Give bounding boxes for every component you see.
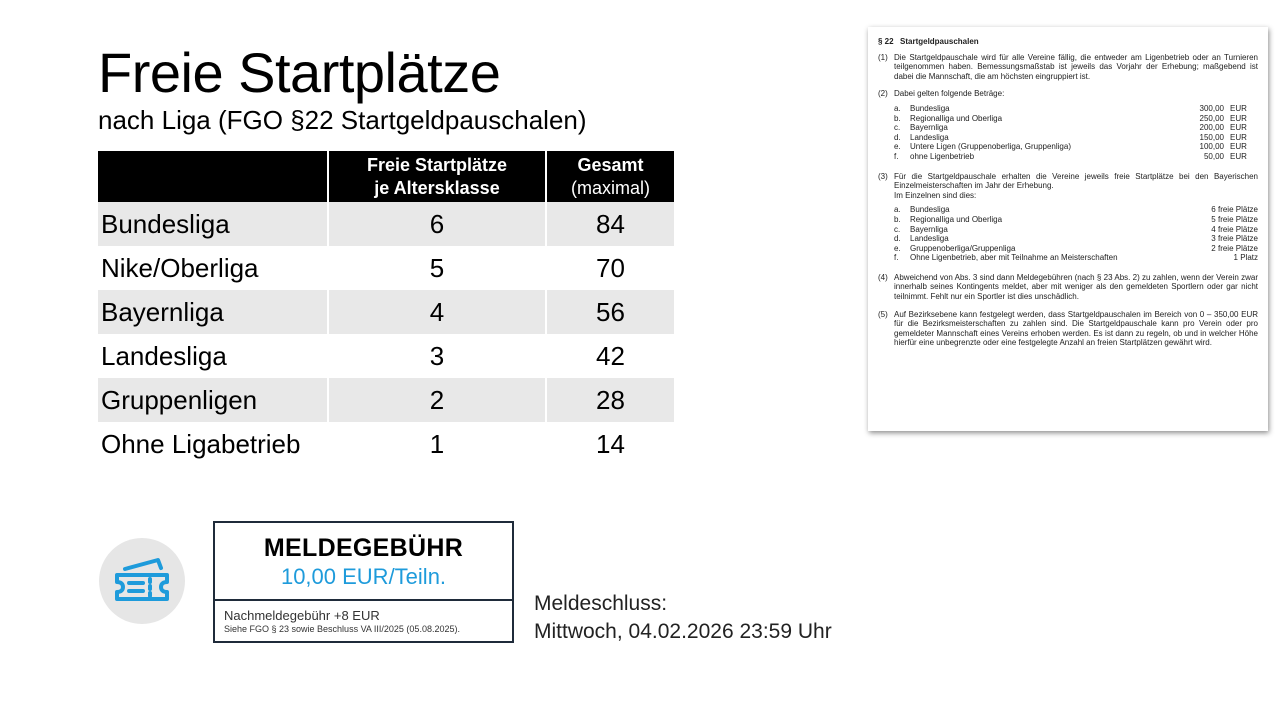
table-row [98, 378, 674, 422]
table-header-row [98, 151, 674, 202]
regulation-paragraph: (4) Abweichend von Abs. 3 sind dann Meldegebühren (nach § 23 Abs. 2) zu zahlen, wenn der Verein zwar innerhalb seines Kontingents meldet, aber mit weniger als den gemeldeten Sportlern oder gar nicht teilnimmt. Fehlt nur ein Sportler ist dies unschädlich. [878, 272, 1258, 302]
header-gesamt: Gesamt (maximal) [546, 151, 674, 202]
gesamt-value: 70 [596, 252, 625, 283]
regulation-excerpt [868, 27, 1268, 431]
header-liga [98, 151, 328, 202]
regulation-paragraph: (2) Dabei gelten folgende Beträge: a. Bundesliga 300,00 EUR b. Regionalliga und Oberliga 250,00 EUR c. Bayernliga 200,00 EUR d. Landesliga 150,00 EUR e. Untere Ligen (Gruppenoberliga, Gruppenliga) 100,00 EUR f. ohne Ligenbetrieb 50,00 EUR [878, 89, 1258, 163]
list-item: a. Bundesliga 6 freie Plätze [894, 205, 1258, 215]
fee-amount: 10,00 EUR/Teiln. [280, 564, 447, 589]
ticket-icon [108, 551, 176, 611]
list-item: c. Bayernliga 4 freie Plätze [894, 224, 1258, 234]
deadline-label: Meldeschluss: [534, 592, 668, 615]
regulation-paragraph: (5) Auf Bezirksebene kann festgelegt werden, dass Startgeldpauschalen im Bereich von 0 – 350,00 EUR für die Bezirksmeisterschaften zu zahlen sind. Die Startgeldpauschale kann pro Verein oder pro gemeldeter Mannschaft eines Vereins erhoben werden. Es ist dann zu regeln, ob und in welcher Höhe hierfür eine unbegrenzte oder eine festgelegte Anzahl an freien Startplätzen gewährt wird. [878, 309, 1258, 348]
list-item: d. Landesliga 3 freie Plätze [894, 234, 1258, 244]
gesamt-value: 42 [596, 340, 625, 371]
late-fee-note: Nachmeldegebühr +8 EUR [224, 608, 380, 623]
startplaetze-value: 3 [328, 334, 546, 378]
startplaetze-value: 1 [328, 422, 546, 466]
list-item: e. Untere Ligen (Gruppenoberliga, Gruppenliga) 100,00 EUR [894, 142, 1247, 152]
page-subtitle: nach Liga (FGO §22 Startgeldpauschalen) [98, 105, 587, 135]
table-row [98, 202, 674, 246]
gesamt-value: 56 [546, 290, 674, 334]
gesamt-value: 84 [546, 202, 674, 246]
table-row [98, 422, 674, 466]
list-item: f. Ohne Ligenbetrieb, aber mit Teilnahme an Meisterschaften 1 Platz [894, 253, 1258, 263]
table-row [98, 246, 674, 290]
list-item: f. ohne Ligenbetrieb 50,00 EUR [894, 151, 1247, 161]
regulation-heading: § 22 Startgeldpauschalen [878, 37, 979, 46]
regulation-paragraph: (3) Für die Startgeldpauschale erhalten die Vereine jeweils freie Startplätze bei den Bayerischen Einzelmeisterschaften im Jahr der Erhebung. Im Einzelnen sind dies: a. Bundesliga 6 freie Plätze b. Regionalliga und Oberliga 5 freie Plätze c. Bayernliga 4 freie Plätze d. Landesliga 3 freie Plätze e. Gruppenoberliga/Gruppenliga 2 freie Plätze f. Ohne Ligenbetrieb, aber mit Teilnahme an Meisterschaften 1 Platz [878, 171, 1258, 263]
fee-reference-note: Siehe FGO § 23 sowie Beschluss VA III/2025 (05.08.2025). [224, 624, 460, 634]
table-row [98, 290, 674, 334]
registration-deadline [534, 590, 832, 646]
list-item: e. Gruppenoberliga/Gruppenliga 2 freie Plätze [894, 243, 1258, 253]
header-freie-startplaetze: Freie Startplätze je Altersklasse [328, 151, 546, 202]
list-item: a. Bundesliga 300,00 EUR [894, 103, 1247, 113]
liga-name: Bayernliga [98, 290, 328, 334]
liga-name: Ohne Ligabetrieb [98, 422, 328, 466]
table-row [98, 334, 674, 378]
liga-name: Nike/Oberliga [98, 246, 328, 290]
liga-name: Bundesliga [98, 202, 328, 246]
list-item: b. Regionalliga und Oberliga 5 freie Plätze [894, 214, 1258, 224]
startplaetze-value: 5 [328, 246, 546, 290]
startplaetze-value: 4 [328, 290, 546, 334]
free-places-list [894, 205, 1258, 263]
deadline-value: Mittwoch, 04.02.2026 23:59 Uhr [534, 620, 832, 643]
regulation-paragraph: (1) Die Startgeldpauschale wird für alle Vereine fällig, die entweder am Ligenbetrieb oder an Turnieren teilgenommen haben. Bemessungsmaßstab ist jeweils das Vorjahr der Erhebung; maßgebend ist dabei die Mannschaft, die am höchsten eingruppiert ist. [878, 52, 1258, 81]
ticket-icon-badge [99, 538, 185, 624]
page-title: Freie Startplätze [98, 41, 501, 104]
startplaetze-table [98, 151, 674, 466]
startplaetze-value: 6 [328, 202, 546, 246]
list-item: d. Landesliga 150,00 EUR [894, 132, 1247, 142]
gesamt-value: 28 [546, 378, 674, 422]
liga-name: Gruppenligen [98, 378, 328, 422]
fee-amount-list [894, 104, 1258, 162]
registration-fee-box [213, 521, 514, 643]
liga-name: Landesliga [98, 334, 328, 378]
startplaetze-value: 2 [328, 378, 546, 422]
list-item: b. Regionalliga und Oberliga 250,00 EUR [894, 113, 1247, 123]
gesamt-value: 14 [596, 428, 625, 459]
fee-title: MELDEGEBÜHR [263, 534, 464, 562]
list-item: c. Bayernliga 200,00 EUR [894, 123, 1247, 133]
